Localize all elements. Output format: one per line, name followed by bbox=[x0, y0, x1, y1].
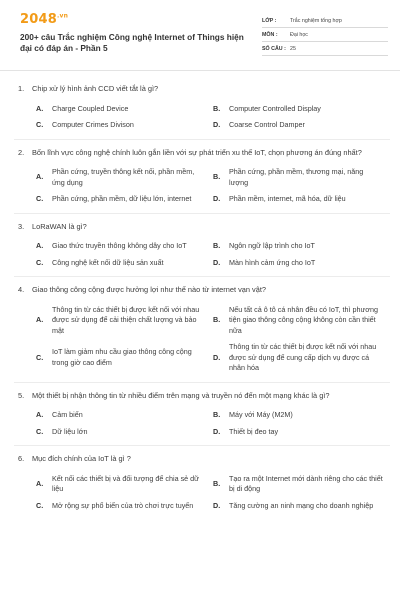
option-d[interactable]: D. Tăng cường an ninh mạng cho doanh nghiệp bbox=[213, 500, 374, 510]
option-d[interactable]: D. Màn hình cảm ứng cho IoT bbox=[213, 257, 316, 267]
option-b[interactable]: B. Nếu tất cả ô tô cá nhân đều có IoT, thì phương tiện giao thông công cộng không còn cần thiết nữa bbox=[213, 304, 378, 335]
meta-label: SỐ CÂU : bbox=[262, 45, 286, 52]
question-text: Một thiết bị nhận thông tin từ nhiều điểm trên mạng và truyền nó đến một mạng khác là gì? bbox=[32, 390, 330, 400]
question-number: 1. bbox=[18, 84, 25, 93]
meta-table bbox=[262, 14, 388, 56]
question-3 bbox=[14, 222, 390, 278]
question-text: Giao thông công cộng được hưởng lợi như thế nào từ internet vạn vật? bbox=[32, 285, 267, 294]
question-text: Mục đích chính của IoT là gì ? bbox=[32, 454, 131, 463]
option-c[interactable]: C. Computer Crimes Divison bbox=[36, 120, 134, 129]
question-2 bbox=[14, 148, 390, 214]
option-b[interactable]: B. Phần cứng, phần mềm, thương mại, năng lượng bbox=[213, 167, 364, 187]
document-title: 200+ câu Trắc nghiệm Công nghệ Internet of Things hiện đại có đáp án - Phần 5 bbox=[20, 32, 244, 53]
option-c[interactable]: C. Công nghệ kết nối dữ liệu sản xuất bbox=[36, 257, 164, 267]
option-c[interactable]: C. IoT làm giảm nhu cầu giao thông công cộng trong giờ cao điểm bbox=[36, 347, 192, 367]
question-number: 2. bbox=[18, 147, 25, 157]
question-divider bbox=[14, 139, 390, 140]
question-list bbox=[14, 76, 390, 514]
question-number: 5. bbox=[18, 390, 25, 400]
option-c[interactable]: C. Mở rộng sự phổ biến của trò chơi trực tuyến bbox=[36, 500, 194, 510]
meta-label: LỚP : bbox=[262, 17, 277, 24]
meta-row-class bbox=[262, 14, 388, 28]
option-a[interactable]: A. Giao thức truyền thông không dây cho IoT bbox=[36, 241, 187, 250]
question-4 bbox=[14, 285, 390, 383]
meta-value: Đại học bbox=[290, 31, 308, 38]
option-a[interactable]: A. Thông tin từ các thiết bị được kết nối với nhau được sử dụng để cải thiện chất lượng và bảo mật bbox=[36, 304, 200, 335]
question-number: 4. bbox=[18, 285, 25, 294]
meta-row-subject bbox=[262, 28, 388, 42]
question-number: 6. bbox=[18, 454, 25, 463]
option-c[interactable]: C. Phần cứng, phần mềm, dữ liệu lớn, internet bbox=[36, 194, 192, 203]
header-divider bbox=[0, 70, 400, 71]
question-number: 3. bbox=[18, 221, 25, 231]
question-5 bbox=[14, 391, 390, 447]
meta-label: MÔN : bbox=[262, 31, 278, 38]
option-a[interactable]: A. Charge Coupled Device bbox=[36, 103, 129, 113]
question-divider bbox=[14, 213, 390, 214]
question-divider bbox=[14, 276, 390, 277]
meta-value: 25 bbox=[290, 45, 296, 52]
option-c[interactable]: C. Dữ liệu lớn bbox=[36, 426, 88, 436]
meta-row-count bbox=[262, 42, 388, 56]
meta-value: Trắc nghiệm tổng hợp bbox=[290, 17, 342, 24]
option-a[interactable]: A. Phần cứng, truyền thông kết nối, phần mềm, ứng dụng bbox=[36, 167, 195, 187]
question-divider bbox=[14, 382, 390, 383]
option-d[interactable]: D. Thiết bị đeo tay bbox=[213, 426, 279, 436]
question-divider bbox=[14, 445, 390, 446]
option-b[interactable]: B. Computer Controlled Display bbox=[213, 103, 321, 113]
option-a[interactable]: A. Kết nối các thiết bị và đối tượng để chia sẻ dữ liệu bbox=[36, 473, 199, 493]
option-b[interactable]: B. Tạo ra một Internet mới dành riêng cho các thiết bị di động bbox=[213, 473, 383, 493]
site-logo[interactable]: $2048^{.vn}$ bbox=[20, 12, 69, 27]
option-b[interactable]: B. Máy với Máy (M2M) bbox=[213, 410, 293, 419]
option-d[interactable]: D. Thông tin từ các thiết bị được kết nối với nhau được sử dụng để cung cấp dịch vụ được cá nhân hóa bbox=[213, 342, 377, 372]
option-d[interactable]: D. Coarse Control Damper bbox=[213, 120, 305, 129]
question-text: Bốn lĩnh vực công nghệ chính luôn gắn liền với sự phát triển xu thế IoT, chọn phương án đúng nhất? bbox=[32, 147, 362, 157]
question-text: Chip xử lý hình ảnh CCD viết tắt là gì? bbox=[32, 84, 159, 93]
option-d[interactable]: D. Phần mềm, internet, mã hóa, dữ liệu bbox=[213, 194, 346, 203]
option-b[interactable]: B. Ngôn ngữ lập trình cho IoT bbox=[213, 241, 315, 250]
question-1 bbox=[14, 84, 390, 140]
page-header bbox=[12, 8, 388, 64]
question-text: LoRaWAN là gì? bbox=[32, 221, 87, 231]
option-a[interactable]: A. Cảm biến bbox=[36, 410, 83, 419]
question-6 bbox=[14, 454, 390, 514]
